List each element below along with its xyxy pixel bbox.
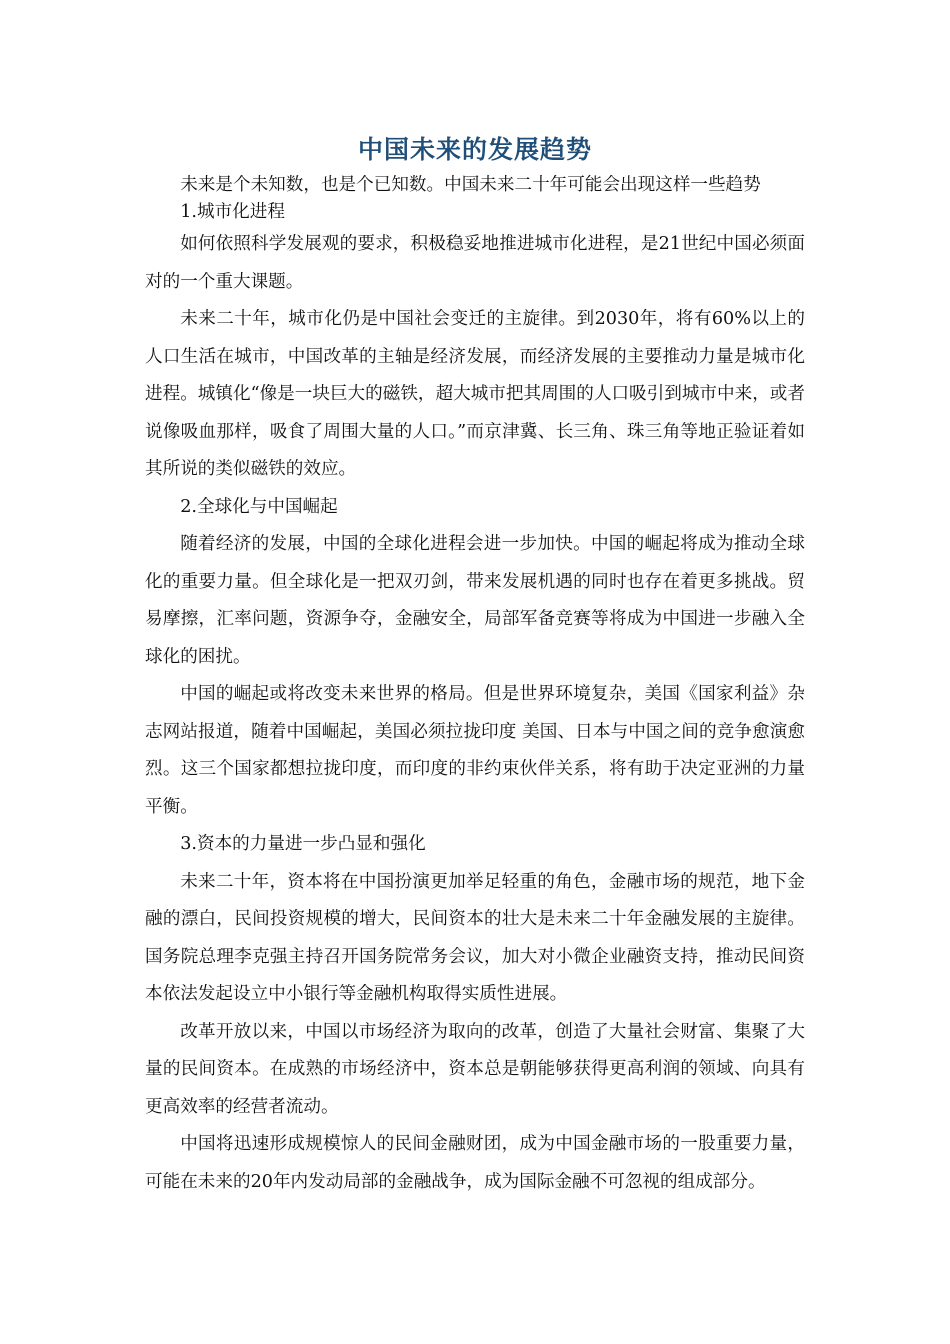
section-2-paragraph-2: 中国的崛起或将改变未来世界的格局。但是世界环境复杂，美国《国家利益》杂志网站报道，随着中国崛起，美国必须拉拢印度 美国、日本与中国之间的竞争愈演愈烈。这三个国家都想拉拢印度，而印度的非约束伙伴关系，将有助于决定亚洲的力量平衡。 xyxy=(145,684,805,817)
section-3-paragraph-3: 中国将迅速形成规模惊人的民间金融财团，成为中国金融市场的一股重要力量，可能在未来的20年内发动局部的金融战争，成为国际金融不可忽视的组成部分。 xyxy=(145,1134,805,1192)
section-2-paragraph-1: 随着经济的发展，中国的全球化进程会进一步加快。中国的崛起将成为推动全球化的重要力量。但全球化是一把双刃剑，带来发展机遇的同时也存在着更多挑战。贸易摩擦，汇率问题，资源争夺，金融安全，局部军备竞赛等将成为中国进一步融入全球化的困扰。 xyxy=(145,534,805,667)
document-title: 中国未来的发展趋势 xyxy=(357,135,592,164)
document-page xyxy=(145,132,805,1201)
section-heading-3: 3.资本的力量进一步凸显和强化 xyxy=(180,834,426,854)
section-heading-2: 2.全球化与中国崛起 xyxy=(180,496,338,517)
section-heading-1: 1.城市化进程 xyxy=(180,202,285,222)
section-3-paragraph-1: 未来二十年，资本将在中国扮演更加举足轻重的角色，金融市场的规范，地下金融的漂白，民间投资规模的增大，民间资本的壮大是未来二十年金融发展的主旋律。国务院总理李克强主持召开国务院常务会议，加大对小微企业融资支持，推动民间资本依法发起设立中小银行等金融机构取得实质性进展。 xyxy=(145,871,805,1004)
section-3-paragraph-2: 改革开放以来，中国以市场经济为取向的改革，创造了大量社会财富、集聚了大量的民间资本。在成熟的市场经济中，资本总是朝能够获得更高利润的领域、向具有更高效率的经营者流动。 xyxy=(145,1021,805,1117)
intro-paragraph: 未来是个未知数，也是个已知数。中国未来二十年可能会出现这样一些趋势 xyxy=(180,175,761,195)
section-1-paragraph-1: 如何依照科学发展观的要求，积极稳妥地推进城市化进程，是21世纪中国必须面对的一个重大课题。 xyxy=(145,234,805,292)
section-1-paragraph-2: 未来二十年，城市化仍是中国社会变迁的主旋律。到2030年，将有60%以上的人口生活在城市，中国改革的主轴是经济发展，而经济发展的主要推动力量是城市化进程。城镇化“像是一块巨大的磁铁，超大城市把其周围的人口吸引到城市中来，或者说像吸血那样，吸食了周围大量的人口。”而京津冀、长三角、珠三角等地正验证着如其所说的类似磁铁的效应。 xyxy=(145,309,805,479)
